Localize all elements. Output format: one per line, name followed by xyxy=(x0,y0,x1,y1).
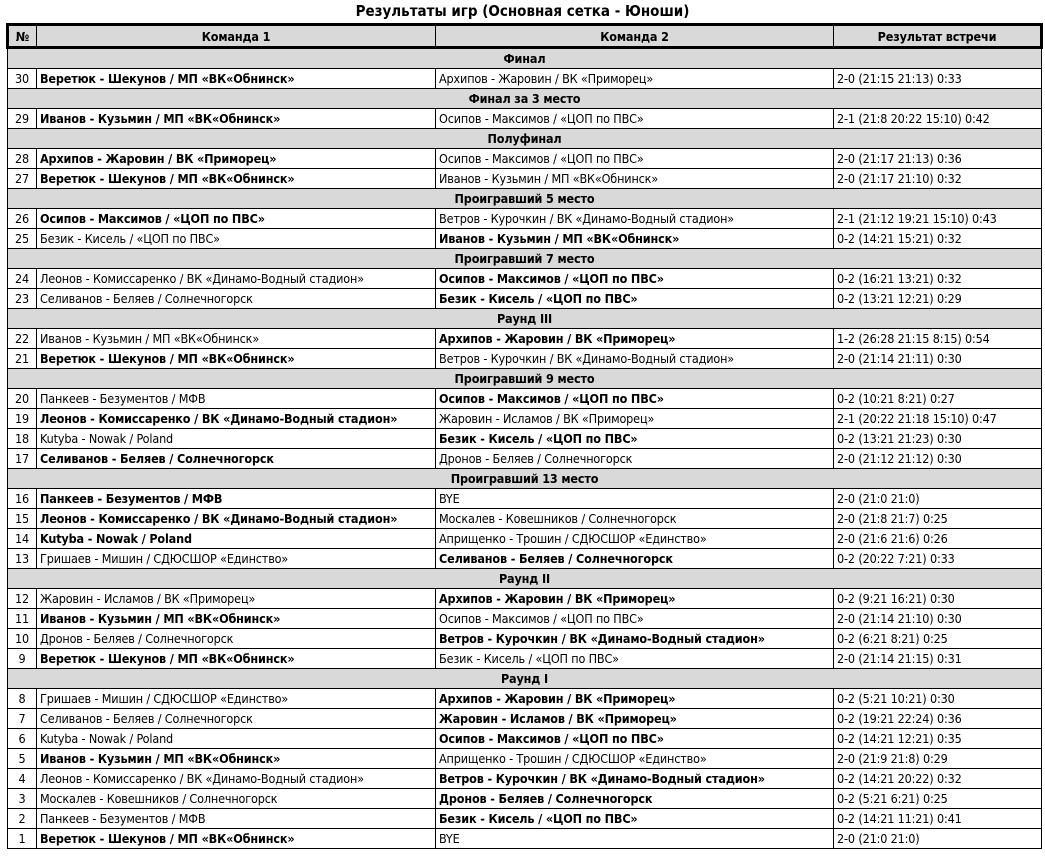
section-title: Проигравший 7 место xyxy=(8,249,1042,269)
section-header-row xyxy=(8,309,1042,329)
match-number: 29 xyxy=(8,109,37,129)
result-cell: 0-2 (13:21 21:23) 0:30 xyxy=(834,429,1042,449)
result-cell: 0-2 (14:21 12:21) 0:35 xyxy=(834,729,1042,749)
match-row xyxy=(8,749,1042,769)
result-cell: 2-0 (21:17 21:10) 0:32 xyxy=(834,169,1042,189)
header-row xyxy=(8,25,1042,48)
match-row xyxy=(8,709,1042,729)
team1-cell: Веретюк - Шекунов / МП «ВК«Обнинск» xyxy=(37,349,436,369)
match-number: 11 xyxy=(8,609,37,629)
match-number: 17 xyxy=(8,449,37,469)
match-number: 5 xyxy=(8,749,37,769)
match-number: 10 xyxy=(8,629,37,649)
section-title: Финал за 3 место xyxy=(8,89,1042,109)
result-cell: 0-2 (9:21 16:21) 0:30 xyxy=(834,589,1042,609)
match-row xyxy=(8,489,1042,509)
result-cell: 0-2 (10:21 8:21) 0:27 xyxy=(834,389,1042,409)
team1-cell: Гришаев - Мишин / СДЮСШОР «Единство» xyxy=(37,549,436,569)
match-row xyxy=(8,449,1042,469)
result-cell: 0-2 (5:21 6:21) 0:25 xyxy=(834,789,1042,809)
team1-cell: Москалев - Ковешников / Солнечногорск xyxy=(37,789,436,809)
team2-cell: Ветров - Курочкин / ВК «Динамо-Водный стадион» xyxy=(436,769,834,789)
team1-cell: Kutyba - Nowak / Poland xyxy=(37,729,436,749)
section-header-row xyxy=(8,669,1042,689)
result-cell: 2-1 (21:12 19:21 15:10) 0:43 xyxy=(834,209,1042,229)
match-row xyxy=(8,809,1042,829)
section-header-row xyxy=(8,89,1042,109)
team2-cell: Осипов - Максимов / «ЦОП по ПВС» xyxy=(436,149,834,169)
team1-cell: Леонов - Комиссаренко / ВК «Динамо-Водный стадион» xyxy=(37,269,436,289)
match-row xyxy=(8,529,1042,549)
section-title: Раунд II xyxy=(8,569,1042,589)
team2-cell: Априщенко - Трошин / СДЮСШОР «Единство» xyxy=(436,529,834,549)
team2-cell: Иванов - Кузьмин / МП «ВК«Обнинск» xyxy=(436,229,834,249)
result-cell: 2-0 (21:14 21:10) 0:30 xyxy=(834,609,1042,629)
results-body xyxy=(8,48,1042,849)
team2-cell: Ветров - Курочкин / ВК «Динамо-Водный стадион» xyxy=(436,209,834,229)
team2-cell: Москалев - Ковешников / Солнечногорск xyxy=(436,509,834,529)
match-number: 14 xyxy=(8,529,37,549)
team1-cell: Иванов - Кузьмин / МП «ВК«Обнинск» xyxy=(37,109,436,129)
result-cell: 2-0 (21:14 21:15) 0:31 xyxy=(834,649,1042,669)
section-title: Проигравший 13 место xyxy=(8,469,1042,489)
team1-cell: Иванов - Кузьмин / МП «ВК«Обнинск» xyxy=(37,329,436,349)
result-cell: 2-0 (21:8 21:7) 0:25 xyxy=(834,509,1042,529)
section-header-row xyxy=(8,48,1042,69)
team1-cell: Kutyba - Nowak / Poland xyxy=(37,429,436,449)
match-row xyxy=(8,149,1042,169)
match-row xyxy=(8,229,1042,249)
match-number: 8 xyxy=(8,689,37,709)
match-number: 4 xyxy=(8,769,37,789)
team2-cell: Безик - Кисель / «ЦОП по ПВС» xyxy=(436,649,834,669)
team2-cell: Архипов - Жаровин / ВК «Приморец» xyxy=(436,689,834,709)
match-row xyxy=(8,209,1042,229)
result-cell: 0-2 (19:21 22:24) 0:36 xyxy=(834,709,1042,729)
team1-cell: Иванов - Кузьмин / МП «ВК«Обнинск» xyxy=(37,609,436,629)
match-row xyxy=(8,649,1042,669)
team1-cell: Панкеев - Безументов / МФВ xyxy=(37,489,436,509)
match-row xyxy=(8,109,1042,129)
match-number: 24 xyxy=(8,269,37,289)
result-cell: 2-0 (21:15 21:13) 0:33 xyxy=(834,69,1042,89)
team2-cell: Осипов - Максимов / «ЦОП по ПВС» xyxy=(436,389,834,409)
team2-cell: Дронов - Беляев / Солнечногорск xyxy=(436,449,834,469)
team1-cell: Веретюк - Шекунов / МП «ВК«Обнинск» xyxy=(37,69,436,89)
team1-cell: Гришаев - Мишин / СДЮСШОР «Единство» xyxy=(37,689,436,709)
section-header-row xyxy=(8,369,1042,389)
header-team1: Команда 1 xyxy=(37,25,436,48)
section-header-row xyxy=(8,249,1042,269)
team2-cell: Ветров - Курочкин / ВК «Динамо-Водный стадион» xyxy=(436,629,834,649)
result-cell: 0-2 (16:21 13:21) 0:32 xyxy=(834,269,1042,289)
result-cell: 2-0 (21:0 21:0) xyxy=(834,489,1042,509)
match-number: 23 xyxy=(8,289,37,309)
team1-cell: Селиванов - Беляев / Солнечногорск xyxy=(37,289,436,309)
section-header-row xyxy=(8,569,1042,589)
team2-cell: Осипов - Максимов / «ЦОП по ПВС» xyxy=(436,109,834,129)
team1-cell: Леонов - Комиссаренко / ВК «Динамо-Водный стадион» xyxy=(37,509,436,529)
header-team2: Команда 2 xyxy=(436,25,834,48)
team2-cell: Архипов - Жаровин / ВК «Приморец» xyxy=(436,589,834,609)
match-number: 16 xyxy=(8,489,37,509)
match-number: 26 xyxy=(8,209,37,229)
match-number: 9 xyxy=(8,649,37,669)
team2-cell: Безик - Кисель / «ЦОП по ПВС» xyxy=(436,429,834,449)
section-title: Раунд III xyxy=(8,309,1042,329)
section-title: Полуфинал xyxy=(8,129,1042,149)
team1-cell: Иванов - Кузьмин / МП «ВК«Обнинск» xyxy=(37,749,436,769)
team1-cell: Осипов - Максимов / «ЦОП по ПВС» xyxy=(37,209,436,229)
header-number: № xyxy=(8,25,37,48)
result-cell: 0-2 (20:22 7:21) 0:33 xyxy=(834,549,1042,569)
match-number: 27 xyxy=(8,169,37,189)
team1-cell: Kutyba - Nowak / Poland xyxy=(37,529,436,549)
match-number: 1 xyxy=(8,829,37,849)
team2-cell: Ветров - Курочкин / ВК «Динамо-Водный стадион» xyxy=(436,349,834,369)
team2-cell: Безик - Кисель / «ЦОП по ПВС» xyxy=(436,289,834,309)
section-title: Проигравший 5 место xyxy=(8,189,1042,209)
team2-cell: Дронов - Беляев / Солнечногорск xyxy=(436,789,834,809)
team2-cell: Осипов - Максимов / «ЦОП по ПВС» xyxy=(436,729,834,749)
match-number: 22 xyxy=(8,329,37,349)
match-row xyxy=(8,69,1042,89)
result-cell: 1-2 (26:28 21:15 8:15) 0:54 xyxy=(834,329,1042,349)
match-number: 6 xyxy=(8,729,37,749)
match-row xyxy=(8,429,1042,449)
match-row xyxy=(8,329,1042,349)
match-row xyxy=(8,269,1042,289)
team1-cell: Селиванов - Беляев / Солнечногорск xyxy=(37,709,436,729)
match-row xyxy=(8,349,1042,369)
match-number: 21 xyxy=(8,349,37,369)
team2-cell: Безик - Кисель / «ЦОП по ПВС» xyxy=(436,809,834,829)
team1-cell: Безик - Кисель / «ЦОП по ПВС» xyxy=(37,229,436,249)
team1-cell: Дронов - Беляев / Солнечногорск xyxy=(37,629,436,649)
team2-cell: Архипов - Жаровин / ВК «Приморец» xyxy=(436,329,834,349)
section-header-row xyxy=(8,469,1042,489)
results-table xyxy=(6,23,1043,849)
match-row xyxy=(8,509,1042,529)
result-cell: 2-0 (21:14 21:11) 0:30 xyxy=(834,349,1042,369)
section-title: Финал xyxy=(8,48,1042,69)
result-cell: 2-0 (21:9 21:8) 0:29 xyxy=(834,749,1042,769)
team1-cell: Веретюк - Шекунов / МП «ВК«Обнинск» xyxy=(37,649,436,669)
match-number: 13 xyxy=(8,549,37,569)
match-row xyxy=(8,729,1042,749)
match-number: 28 xyxy=(8,149,37,169)
team1-cell: Леонов - Комиссаренко / ВК «Динамо-Водный стадион» xyxy=(37,769,436,789)
team2-cell: Осипов - Максимов / «ЦОП по ПВС» xyxy=(436,609,834,629)
team1-cell: Архипов - Жаровин / ВК «Приморец» xyxy=(37,149,436,169)
team2-cell: Иванов - Кузьмин / МП «ВК«Обнинск» xyxy=(436,169,834,189)
team2-cell: Архипов - Жаровин / ВК «Приморец» xyxy=(436,69,834,89)
match-number: 30 xyxy=(8,69,37,89)
team2-cell: Осипов - Максимов / «ЦОП по ПВС» xyxy=(436,269,834,289)
result-cell: 2-0 (21:17 21:13) 0:36 xyxy=(834,149,1042,169)
match-number: 3 xyxy=(8,789,37,809)
match-number: 2 xyxy=(8,809,37,829)
result-cell: 0-2 (13:21 12:21) 0:29 xyxy=(834,289,1042,309)
match-row xyxy=(8,629,1042,649)
team2-cell: Селиванов - Беляев / Солнечногорск xyxy=(436,549,834,569)
result-cell: 2-0 (21:12 21:12) 0:30 xyxy=(834,449,1042,469)
result-cell: 0-2 (14:21 15:21) 0:32 xyxy=(834,229,1042,249)
team1-cell: Леонов - Комиссаренко / ВК «Динамо-Водный стадион» xyxy=(37,409,436,429)
team2-cell: Жаровин - Исламов / ВК «Приморец» xyxy=(436,409,834,429)
team2-cell: BYE xyxy=(436,489,834,509)
header-result: Результат встречи xyxy=(834,25,1042,48)
team1-cell: Селиванов - Беляев / Солнечногорск xyxy=(37,449,436,469)
team1-cell: Панкеев - Безументов / МФВ xyxy=(37,389,436,409)
result-cell: 0-2 (5:21 10:21) 0:30 xyxy=(834,689,1042,709)
match-row xyxy=(8,169,1042,189)
match-number: 15 xyxy=(8,509,37,529)
result-cell: 2-1 (21:8 20:22 15:10) 0:42 xyxy=(834,109,1042,129)
team1-cell: Панкеев - Безументов / МФВ xyxy=(37,809,436,829)
match-number: 18 xyxy=(8,429,37,449)
section-title: Проигравший 9 место xyxy=(8,369,1042,389)
section-header-row xyxy=(8,189,1042,209)
match-number: 12 xyxy=(8,589,37,609)
match-row xyxy=(8,549,1042,569)
team2-cell: Жаровин - Исламов / ВК «Приморец» xyxy=(436,709,834,729)
match-number: 20 xyxy=(8,389,37,409)
team2-cell: Априщенко - Трошин / СДЮСШОР «Единство» xyxy=(436,749,834,769)
match-row xyxy=(8,589,1042,609)
match-row xyxy=(8,689,1042,709)
result-cell: 2-0 (21:0 21:0) xyxy=(834,829,1042,849)
section-header-row xyxy=(8,129,1042,149)
team2-cell: BYE xyxy=(436,829,834,849)
team1-cell: Веретюк - Шекунов / МП «ВК«Обнинск» xyxy=(37,829,436,849)
page-title: Результаты игр (Основная сетка - Юноши) xyxy=(355,2,690,20)
match-row xyxy=(8,789,1042,809)
result-cell: 0-2 (6:21 8:21) 0:25 xyxy=(834,629,1042,649)
match-row xyxy=(8,829,1042,849)
match-number: 7 xyxy=(8,709,37,729)
team1-cell: Веретюк - Шекунов / МП «ВК«Обнинск» xyxy=(37,169,436,189)
team1-cell: Жаровин - Исламов / ВК «Приморец» xyxy=(37,589,436,609)
result-cell: 0-2 (14:21 20:22) 0:32 xyxy=(834,769,1042,789)
match-row xyxy=(8,289,1042,309)
result-cell: 2-0 (21:6 21:6) 0:26 xyxy=(834,529,1042,549)
match-number: 19 xyxy=(8,409,37,429)
match-row xyxy=(8,609,1042,629)
result-cell: 2-1 (20:22 21:18 15:10) 0:47 xyxy=(834,409,1042,429)
match-row xyxy=(8,389,1042,409)
match-number: 25 xyxy=(8,229,37,249)
match-row xyxy=(8,409,1042,429)
result-cell: 0-2 (14:21 11:21) 0:41 xyxy=(834,809,1042,829)
section-title: Раунд I xyxy=(8,669,1042,689)
match-row xyxy=(8,769,1042,789)
